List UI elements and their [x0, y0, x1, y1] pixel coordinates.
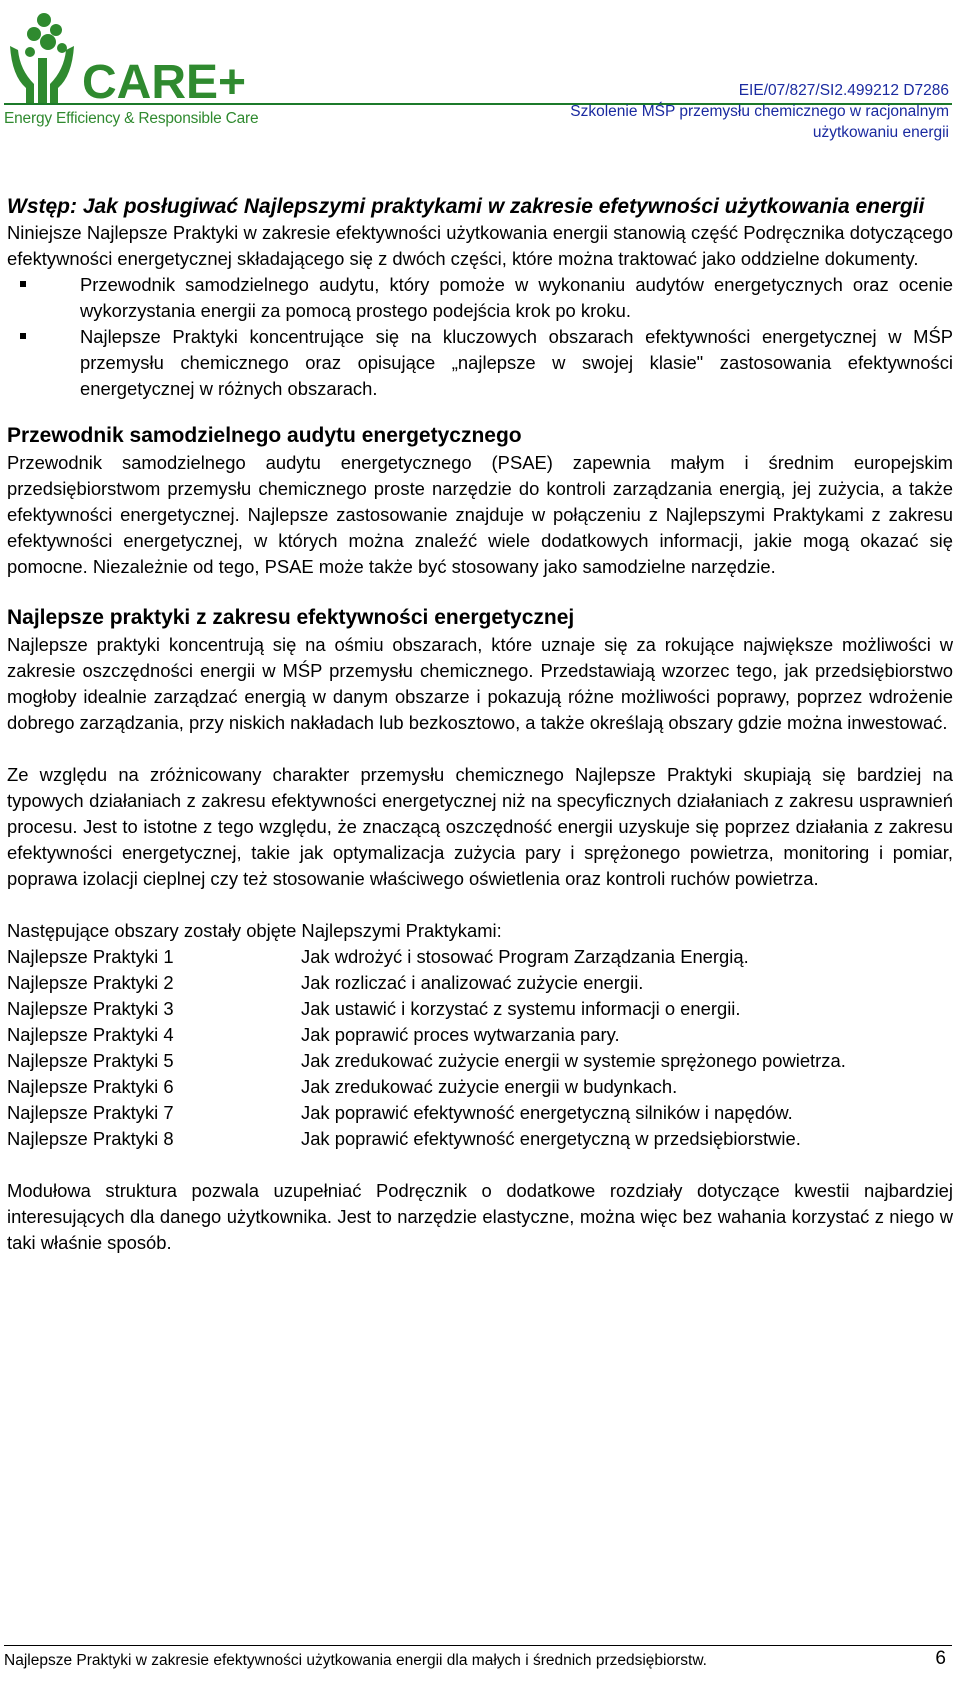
practices-table [7, 944, 953, 1152]
bullet-text: Najlepsze Praktyki koncentrujące się na kluczowych obszarach efektywności energetycznej w MŚP przemysłu chemicznego oraz opisujące „najlepsze w swojej klasie" zastosowania efektywności energetycznej w różnych obszarach. [80, 326, 953, 399]
intro-heading: Wstęp: Jak posługiwać Najlepszymi praktykami w zakresie efetywności użytkowania energii [7, 195, 925, 218]
practice-name: Najlepsze Praktyki 7 [7, 1102, 174, 1123]
header-subtitle: Szkolenie MŚP przemysłu chemicznego w racjonalnym użytkowaniu energii [570, 103, 949, 141]
best-practices-paragraph-1: Najlepsze praktyki koncentrują się na ośmiu obszarach, które uznaje się za rokujące największe możliwości w zakresie oszczędności energii w MŚP przemysłu chemicznego. Przedstawiają wzorzec tego, jak przedsiębiorstwo mogłoby idealnie zarządzać energią w danym obszarze i pokazują różne możliwości poprawy, poprzez wdrożenie dobrego zarządzania, przy niskich nakładach lub bezkosztowo, a także określają obszary gdzie można inwestować. [7, 634, 953, 733]
best-practices-paragraph-2: Ze względu na zróżnicowany charakter przemysłu chemicznego Najlepsze Praktyki skupiają się bardziej na typowych działaniach z zakresu efektywności energetycznej niż na specyficznych działaniach z zakresu usprawnień procesu. Jest to istotne z tego względu, że znaczącą oszczędność energii uzyskuje się poprzez działania z zakresu efektywności energetycznej, takie jak optymalizacja zużycia pary i sprężonego powietrza, monitoring i pomiar, poprawa izolacji cieplnej czy też stosowanie właściwego oświetlenia oraz kontroli ruchów powietrza. [7, 764, 953, 889]
table-row [7, 1022, 953, 1048]
practice-description: Jak zredukować zużycie energii w systemie sprężonego powietrza. [301, 1050, 846, 1071]
audit-heading: Przewodnik samodzielnego audytu energetycznego [7, 424, 522, 447]
practice-description: Jak poprawić efektywność energetyczną w przedsiębiorstwie. [301, 1128, 801, 1149]
practice-name: Najlepsze Praktyki 4 [7, 1024, 174, 1045]
table-row [7, 1048, 953, 1074]
practice-name: Najlepsze Praktyki 6 [7, 1076, 174, 1097]
logo-tagline: Energy Efficiency & Responsible Care [4, 110, 259, 127]
best-practices-heading: Najlepsze praktyki z zakresu efektywności energetycznej [7, 606, 575, 629]
closing-paragraph: Modułowa struktura pozwala uzupełniać Podręcznik o dodatkowe rozdziały dotyczące kwestii najbardziej interesujących dla danego użytkownika. Jest to narzędzie elastyczne, można więc bez wahania korzystać z niego w taki właśnie sposób. [7, 1180, 953, 1253]
practice-description: Jak poprawić proces wytwarzania pary. [301, 1024, 620, 1045]
practice-name: Najlepsze Praktyki 2 [7, 972, 174, 993]
practice-name: Najlepsze Praktyki 3 [7, 998, 174, 1019]
practice-name: Najlepsze Praktyki 5 [7, 1050, 174, 1071]
header-info [529, 80, 949, 143]
page-number: 6 [935, 1648, 946, 1669]
intro-paragraph: Niniejsze Najlepsze Praktyki w zakresie efektywności użytkowania energii stanowią część Podręcznika dotyczącego efektywności energetycznej składającego się z dwóch części, które można traktować jako oddzielne dokumenty. [7, 222, 953, 269]
practice-name: Najlepsze Praktyki 8 [7, 1128, 174, 1149]
practice-name: Najlepsze Praktyki 1 [7, 946, 174, 967]
square-bullet-icon [20, 333, 26, 339]
main-content [7, 193, 953, 1256]
practice-description: Jak ustawić i korzystać z systemu informacji o energii. [301, 998, 741, 1019]
list-item [7, 324, 953, 402]
footer-text: Najlepsze Praktyki w zakresie efektywności użytkowania energii dla małych i średnich przedsiębiorstw. [4, 1652, 707, 1669]
table-row [7, 1126, 953, 1152]
square-bullet-icon [20, 281, 26, 287]
list-item [7, 272, 953, 324]
table-row [7, 1100, 953, 1126]
table-row [7, 970, 953, 996]
table-row [7, 996, 953, 1022]
table-row [7, 944, 953, 970]
practices-intro: Następujące obszary zostały objęte Najlepszymi Praktykami: [7, 920, 502, 941]
document-code: EIE/07/827/SI2.499212 D7286 [738, 82, 949, 99]
footer-divider [4, 1645, 952, 1646]
practice-description: Jak rozliczać i analizować zużycie energii. [301, 972, 644, 993]
practice-description: Jak poprawić efektywność energetyczną silników i napędów. [301, 1102, 793, 1123]
intro-bullet-list [7, 272, 953, 402]
bullet-text: Przewodnik samodzielnego audytu, który pomoże w wykonaniu audytów energetycznych oraz ocenie wykorzystania energii za pomocą prostego podejścia krok po kroku. [80, 274, 953, 321]
audit-paragraph: Przewodnik samodzielnego audytu energetycznego (PSAE) zapewnia małym i średnim europejskim przedsiębiorstwom przemysłu chemicznego proste narzędzie do kontroli zarządzania energią, jej zużycia, a także efektywności energetycznej. Najlepsze zastosowanie znajduje w połączeniu z Najlepszymi Praktykami z zakresu efektywności energetycznej, w których można znaleźć wiele dodatkowych informacji, jakie mogą okazać się pomocne. Niezależnie od tego, PSAE może także być stosowany jako samodzielne narzędzie. [7, 452, 953, 577]
practice-description: Jak zredukować zużycie energii w budynkach. [301, 1076, 678, 1097]
table-row [7, 1074, 953, 1100]
logo-wordmark: CARE+ [82, 56, 247, 109]
practice-description: Jak wdrożyć i stosować Program Zarządzania Energią. [301, 946, 749, 967]
